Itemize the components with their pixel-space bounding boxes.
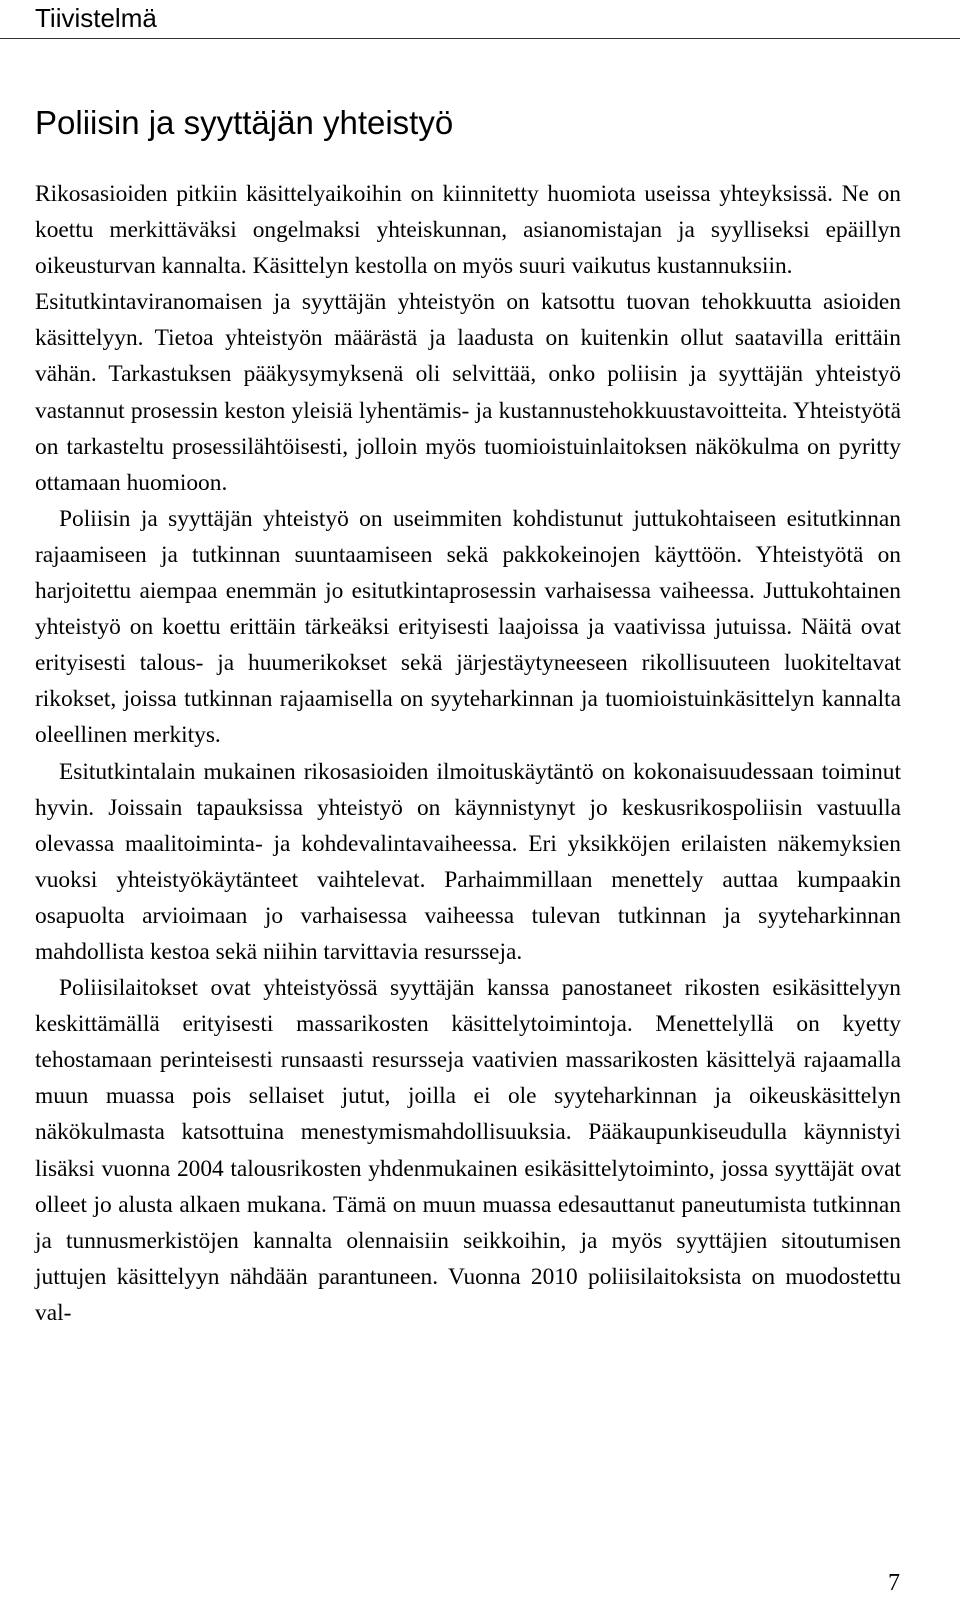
running-header (0, 0, 960, 39)
body-text (35, 176, 901, 1331)
running-header-title: Tiivistelmä (35, 3, 157, 33)
paragraph: Poliisin ja syyttäjän yhteistyö on useimmiten kohdistunut juttukohtaiseen esitutkinnan rajaamiseen ja tutkinnan suuntaamiseen sekä pakkokeinojen käyttöön. Yhteistyötä on harjoitettu aiempaa enemmän jo esitutkintaprosessin varhaisessa vaiheessa. Juttukohtainen yhteistyö on koettu erittäin tärkeäksi erityisesti laajoissa ja vaativissa jutuissa. Näitä ovat erityisesti talous- ja huumerikokset sekä järjestäytyneeseen rikollisuuteen luokiteltavat rikokset, joissa tutkinnan rajaamisella on syyteharkinnan ja tuomioistuinkäsittelyn kannalta oleellinen merkitys. (35, 505, 901, 749)
page-title: Poliisin ja syyttäjän yhteistyö (35, 104, 454, 141)
paragraph: Esitutkintaviranomaisen ja syyttäjän yhteistyön on katsottu tuovan tehokkuutta asioiden käsittelyyn. Tietoa yhteistyön määrästä ja laadusta on kuitenkin ollut saatavilla erittäin vähän. Tarkastuksen pääkysymyksenä oli selvittää, onko poliisin ja syyttäjän yhteistyö vastannut prosessin keston yleisiä lyhentämis- ja kustannustehokkuustavoitteita. Yhteistyötä on tarkasteltu prosessilähtöisesti, jolloin myös tuomioistuinlaitoksen näkökulma on pyritty ottamaan huomioon. (35, 289, 901, 496)
paragraph: Poliisilaitokset ovat yhteistyössä syyttäjän kanssa panostaneet rikosten esikäsittelyyn keskittämällä erityisesti massarikosten käsittelytoimintoja. Menettelyllä on kyetty tehostamaan perinteisesti runsaasti resursseja vaativien massarikosten käsittelyä rajaamalla muun muassa pois sellaiset jutut, joilla ei ole syyteharkinnan ja oikeuskäsittelyn näkökulmasta katsottuina menestymismahdollisuuksia. Pääkaupunkiseudulla käynnistyi lisäksi vuonna 2004 talousrikosten yhdenmukainen esikäsittelytoiminto, jossa syyttäjät ovat olleet jo alusta alkaen mukana. Tämä on muun muassa edesauttanut paneutumista tutkinnan ja tunnusmerkistöjen kannalta olennaisiin seikkoihin, ja myös syyttäjien sitoutumisen juttujen käsittelyyn nähdään parantuneen. Vuonna 2010 poliisilaitoksista on muodostettu val- (35, 975, 901, 1326)
paragraph: Esitutkintalain mukainen rikosasioiden ilmoituskäytäntö on kokonaisuudessaan toiminut hyvin. Joissain tapauksissa yhteistyö on käynnistynyt jo keskusrikospoliisin vastuulla olevassa maalitoiminta- ja kohdevalintavaiheessa. Eri yksikköjen erilaisten näkemyksien vuoksi yhteistyökäytänteet vaihtelevat. Parhaimmillaan menettely auttaa kumpaakin osapuolta arvioimaan jo varhaisessa vaiheessa tulevan tutkinnan ja syyteharkinnan mahdollista kestoa sekä niihin tarvittavia resursseja. (35, 758, 901, 965)
paragraph: Rikosasioiden pitkiin käsittelyaikoihin on kiinnitetty huomiota useissa yhteyksissä. Ne on koettu merkittäväksi ongelmaksi yhteiskunnan, asianomistajan ja syylliseksi epäillyn oikeusturvan kannalta. Käsittelyn kestolla on myös suuri vaikutus kustannuksiin. (35, 181, 901, 280)
page-number: 7 (888, 1570, 900, 1596)
